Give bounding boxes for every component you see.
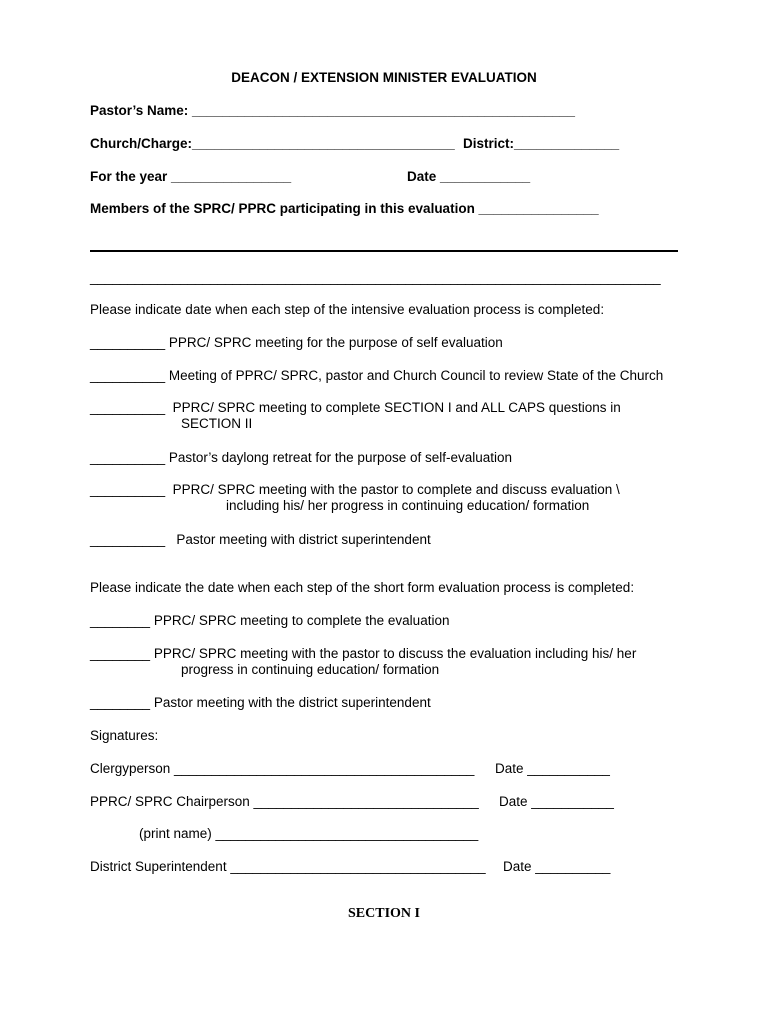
intensive-step-4[interactable]: __________ Pastor’s daylong retreat for the purpose of self-evaluation (90, 450, 513, 465)
intensive-step-6[interactable]: __________ Pastor meeting with district superintendent (90, 532, 431, 547)
members-blank-line[interactable] (90, 250, 678, 252)
members-field[interactable]: Members of the SPRC/ PPRC participating in this evaluation ________________ (90, 201, 599, 216)
church-charge-field[interactable]: Church/Charge:___________________________________ (90, 136, 455, 151)
chairperson-date[interactable]: Date ___________ (499, 794, 614, 809)
document-title: DEACON / EXTENSION MINISTER EVALUATION (231, 70, 537, 85)
intensive-intro: Please indicate date when each step of the intensive evaluation process is completed: (90, 302, 605, 317)
intensive-step-5-cont: including his/ her progress in continuing education/ formation (226, 498, 590, 513)
pastor-name-field[interactable]: Pastor’s Name: ___________________________________________________ (90, 103, 575, 118)
short-form-step-3[interactable]: ________ Pastor meeting with the district superintendent (90, 695, 431, 710)
intensive-step-2[interactable]: __________ Meeting of PPRC/ SPRC, pastor and Church Council to review State of the Church (90, 368, 664, 383)
intensive-step-5[interactable]: __________ PPRC/ SPRC meeting with the pastor to complete and discuss evaluation \ (90, 482, 620, 497)
district-field[interactable]: District:______________ (463, 136, 620, 151)
short-form-intro: Please indicate the date when each step of the short form evaluation process is completed: (90, 580, 635, 595)
intensive-step-3-cont: SECTION II (181, 416, 253, 431)
members-blank-line-2[interactable]: ____________________________________________________________________________ (90, 270, 661, 285)
print-name-field[interactable]: (print name) ___________________________________ (139, 826, 479, 841)
clergyperson-date[interactable]: Date ___________ (495, 761, 610, 776)
district-superintendent-signature[interactable]: District Superintendent __________________________________ (90, 859, 486, 874)
intensive-step-3[interactable]: __________ PPRC/ SPRC meeting to complete SECTION I and ALL CAPS questions in (90, 400, 621, 415)
short-form-step-1[interactable]: ________ PPRC/ SPRC meeting to complete the evaluation (90, 613, 450, 628)
year-field[interactable]: For the year ________________ (90, 169, 292, 184)
signatures-heading: Signatures: (90, 728, 159, 743)
district-superintendent-date[interactable]: Date __________ (503, 859, 611, 874)
section-heading: SECTION I (348, 906, 420, 921)
short-form-step-2[interactable]: ________ PPRC/ SPRC meeting with the pastor to discuss the evaluation including his/ her (90, 646, 637, 661)
short-form-step-2-cont: progress in continuing education/ formation (181, 662, 440, 677)
date-field[interactable]: Date ____________ (407, 169, 531, 184)
clergyperson-signature[interactable]: Clergyperson ________________________________________ (90, 761, 475, 776)
intensive-step-1[interactable]: __________ PPRC/ SPRC meeting for the purpose of self evaluation (90, 335, 503, 350)
chairperson-signature[interactable]: PPRC/ SPRC Chairperson ______________________________ (90, 794, 479, 809)
